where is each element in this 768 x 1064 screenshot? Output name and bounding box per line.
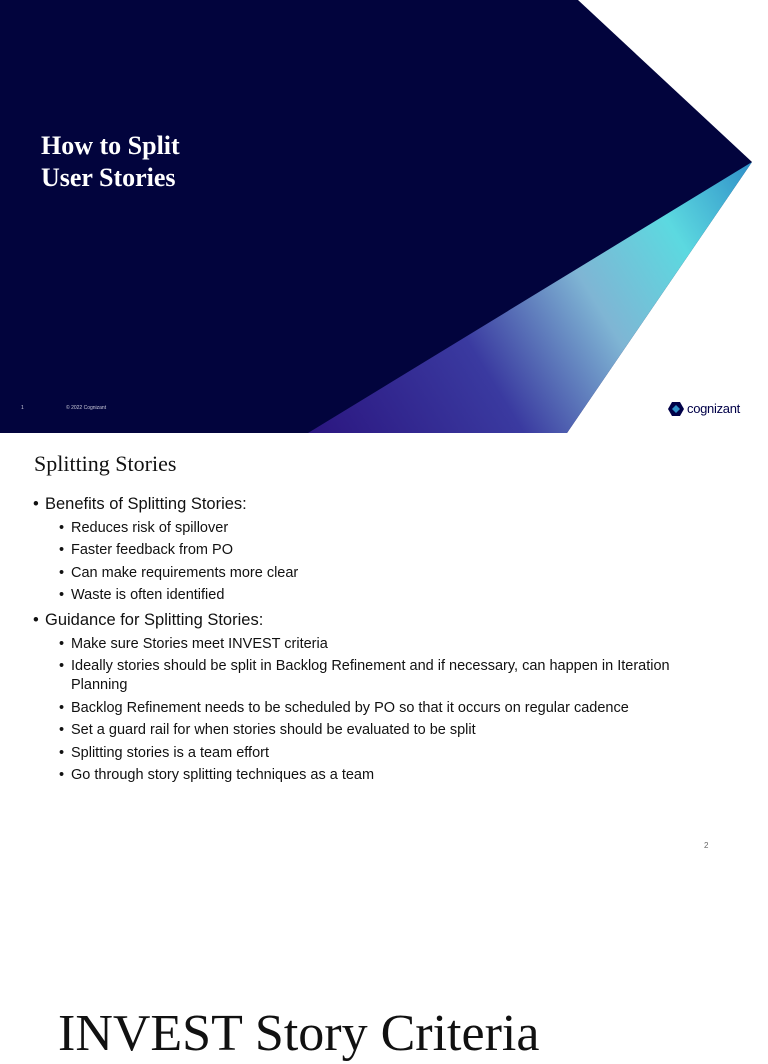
benefits-heading: Benefits of Splitting Stories:: [45, 495, 247, 513]
cognizant-logo: [668, 401, 740, 416]
list-item: • Go through story splitting techniques as a team: [45, 766, 711, 785]
benefits-list: [45, 519, 711, 606]
cognizant-logo-icon: [668, 402, 684, 416]
list-item: • Reduces risk of spillover: [45, 519, 711, 538]
slide-number: 2: [704, 841, 709, 850]
invest-slide-title: INVEST Story Criteria: [58, 1005, 540, 1062]
list-item: • Splitting stories is a team effort: [45, 744, 711, 763]
list-item: • Ideally stories should be split in Backlog Refinement and if necessary, can happen in Iteration Planning: [45, 657, 711, 695]
copyright-notice: © 2022 Cognizant: [66, 405, 107, 411]
title-slide: [0, 0, 768, 433]
title-line-2: User Stories: [41, 163, 176, 192]
slide-number: 1: [21, 405, 24, 411]
guidance-section: [33, 609, 711, 785]
title-slide-background: [0, 0, 768, 433]
list-item: • Waste is often identified: [45, 586, 711, 605]
list-item: • Make sure Stories meet INVEST criteria: [45, 635, 711, 654]
cognizant-logo-text: cognizant: [687, 401, 740, 416]
slide-title: Splitting Stories: [34, 451, 177, 476]
bullet-list: [33, 489, 711, 785]
benefits-section: [33, 493, 711, 605]
list-item: • Set a guard rail for when stories should be evaluated to be split: [45, 721, 711, 740]
list-item: • Faster feedback from PO: [45, 541, 711, 560]
title-slide-heading: [41, 130, 180, 194]
title-line-1: How to Split: [41, 131, 180, 160]
guidance-heading: Guidance for Splitting Stories:: [45, 611, 264, 629]
splitting-stories-slide: [0, 433, 768, 863]
guidance-list: [45, 635, 711, 786]
list-item: • Backlog Refinement needs to be scheduled by PO so that it occurs on regular cadence: [45, 699, 711, 718]
list-item: • Can make requirements more clear: [45, 564, 711, 583]
